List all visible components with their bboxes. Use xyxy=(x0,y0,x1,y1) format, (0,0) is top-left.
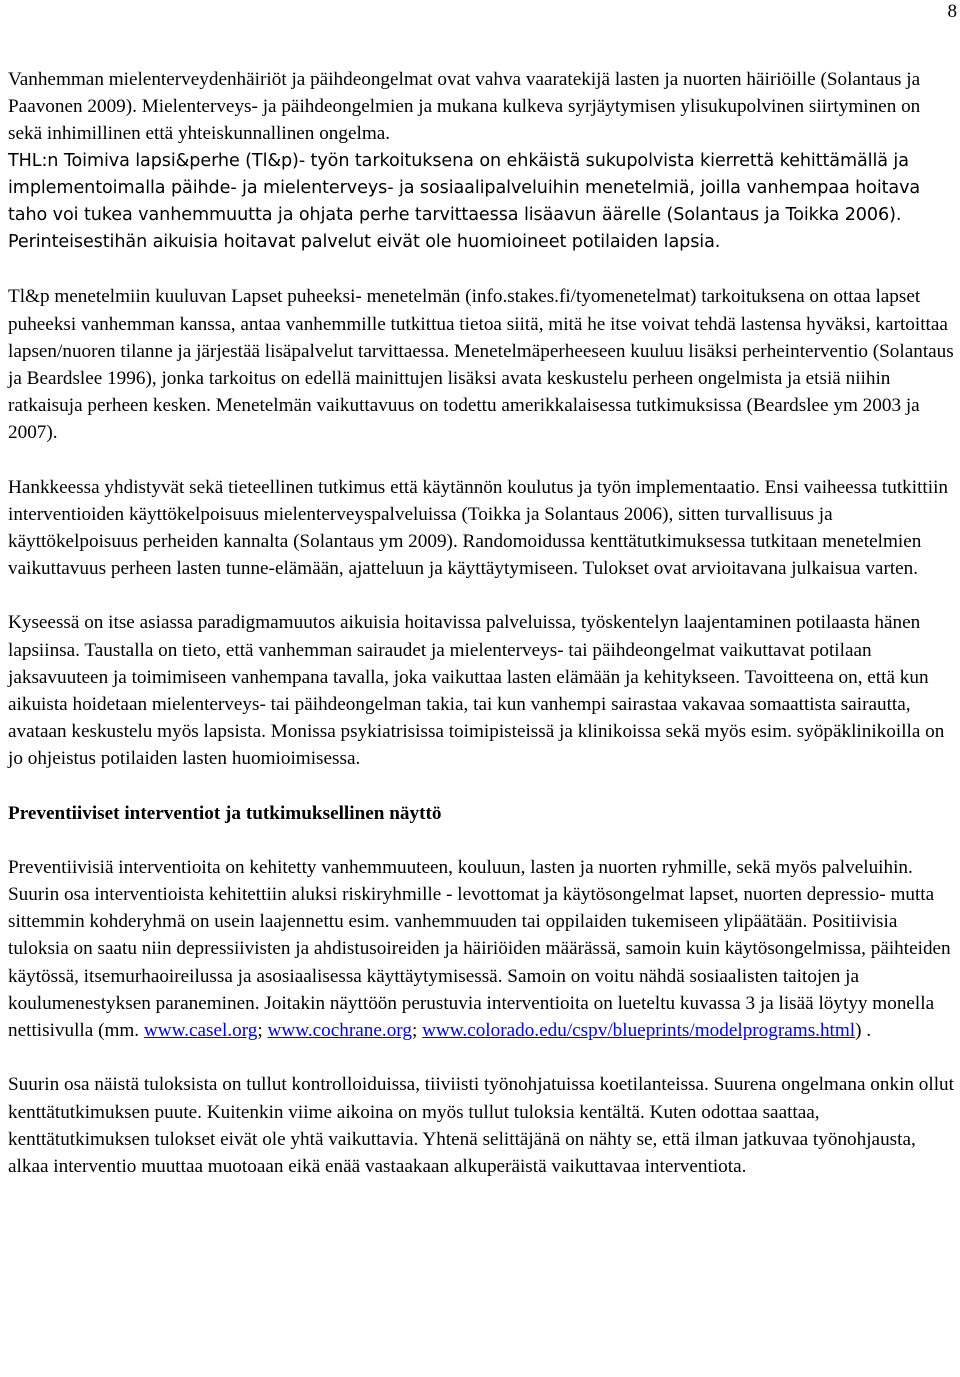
section-heading: Preventiiviset interventiot ja tutkimuksellinen näyttö xyxy=(8,802,442,824)
document-body xyxy=(8,66,956,1180)
paragraph-preventive-text: Preventiivisiä interventioita on kehitetty vanhemmuuteen, kouluun, lasten ja nuorten ryhmille, sekä myös palveluihin. Suurin osa interventioista kehitettiin aluksi riskiryhmille - levottomat ja käytösongelmat lapset, nuorten depressio- mutta sittemmin kohderyhmä on usein laajennettu esim. vanhemmuuden tai oppilaiden tukemiseen ylipäätään. Positiivisia tuloksia on saatu niin depressiivisten ja ahdistusoireiden ja häiriöiden määrässä, samoin kuin käytösongelmissa, päihteiden käytössä, itsemurhaoireilussa ja asosiaalisessa käyttäytymisessä. Samoin on voitu nähdä sosiaalisten taitojen ja koulumenestyksen paraneminen. Joitakin näyttöön perustuvia interventioita on lueteltu kuvassa 3 ja lisää löytyy monella nettisivulla (mm. xyxy=(8,856,951,1042)
paragraph-field-research: Suurin osa näistä tuloksista on tullut kontrolloiduissa, tiiviisti työnohjatuissa koetilanteissa. Suurena ongelmana onkin ollut kenttätutkimuksen puute. Kuitenkin viime aikoina on myös tullut tuloksia kentältä. Kuten odottaa saattaa, kenttätutkimuksen tulokset eivät ole yhtä vaikuttavia. Yhtenä selittäjänä on nähty se, että ilman jatkuvaa työnohjausta, alkaa interventio muuttaa muotoaan eikä enää vastaakaan alkuperäistä vaikuttavaa interventiota. xyxy=(8,1074,954,1177)
link-colorado[interactable]: www.colorado.edu/cspv/blueprints/modelprograms.html xyxy=(422,1020,856,1042)
page-number: 8 xyxy=(947,1,957,22)
link-casel[interactable]: www.casel.org xyxy=(143,1020,258,1042)
link-cochrane[interactable]: www.cochrane.org xyxy=(267,1020,412,1042)
paragraph-thl: THL:n Toimiva lapsi&perhe (Tl&p)- työn tarkoituksena on ehkäistä sukupolvista kierrettä kehittämällä ja implementoimalla päihde- ja mielenterveys- ja sosiaalipalveluihin menetelmiä, joilla vanhempaa hoitava taho voi tukea vanhemmuutta ja ohjata perhe tarvittaessa lisäavun äärelle (Solantaus ja Toikka 2006). Perinteisestihän aikuisia hoitavat palvelut eivät ole huomioineet potilaiden lapsia. xyxy=(8,150,921,253)
paragraph-paradigm: Kyseessä on itse asiassa paradigmamuutos aikuisia hoitavissa palveluissa, työskentelyn laajentaminen potilaasta hänen lapsiinsa. Taustalla on tieto, että vanhemman sairaudet ja mielenterveys- tai päihdeongelmat vaikuttavat potilaan jaksavuuteen ja toimimiseen vanhempana tavalla, joka vaikuttaa lasten elämään ja kehitykseen. Tavoitteena on, että kun aikuista hoidetaan mielenterveys- tai päihdeongelman takia, tai kun vanhempi sairastaa vakavaa somaattista sairautta, avataan keskustelu myös lapsista. Monissa psykiatrisissa toimipisteissä ja klinikoissa sekä myös esim. syöpäklinikoilla on jo ohjeistus potilaiden lasten huomioimisessa. xyxy=(8,612,945,770)
paragraph-preventive xyxy=(8,854,956,1044)
separator: ; xyxy=(411,1020,423,1042)
separator: ; xyxy=(257,1020,268,1042)
paragraph-intro: Vanhemman mielenterveydenhäiriöt ja päihdeongelmat ovat vahva vaaratekijä lasten ja nuorten häiriöille (Solantaus ja Paavonen 2009). Mielenterveys- ja päihdeongelmien ja mukana kulkeva syrjäytymisen ylisukupolvinen siirtyminen on sekä inhimillinen että yhteiskunnallinen ongelma. xyxy=(8,69,921,145)
paragraph-hanke: Hankkeessa yhdistyvät sekä tieteellinen tutkimus että käytännön koulutus ja työn implementaatio. Ensi vaiheessa tutkittiin interventioiden käyttökelpoisuus mielenterveyspalveluissa (Toikka ja Solantaus 2006), sitten turvallisuus ja käyttökelpoisuus perheiden kannalta (Solantaus ym 2009). Randomoidussa kenttätutkimuksessa tutkitaan menetelmien vaikuttavuus perheen lasten tunne-elämään, ajatteluun ja käyttäytymiseen. Tulokset ovat arvioitavana julkaisua varten. xyxy=(8,476,948,580)
paragraph-preventive-end: ) . xyxy=(855,1020,872,1042)
paragraph-lapset-puheeksi: Tl&p menetelmiin kuuluvan Lapset puheeksi- menetelmän (info.stakes.fi/tyomenetelmat) tarkoituksena on ottaa lapset puheeksi vanhemman kanssa, antaa vanhemmille tutkittua tietoa siitä, mitä he itse voivat tehdä lastensa hyväksi, kartoittaa lapsen/nuoren tilanne ja järjestää lisäpalvelut tarvittaessa. Menetelmäperheeseen kuuluu lisäksi perheinterventio (Solantaus ja Beardslee 1996), jonka tarkoitus on edellä mainittujen lisäksi avata keskustelu perheen ongelmista ja etsiä niihin ratkaisuja perheen kesken. Menetelmän vaikuttavuus on todettu amerikkalaisessa tutkimuksissa (Beardslee ym 2003 ja 2007). xyxy=(8,286,954,444)
